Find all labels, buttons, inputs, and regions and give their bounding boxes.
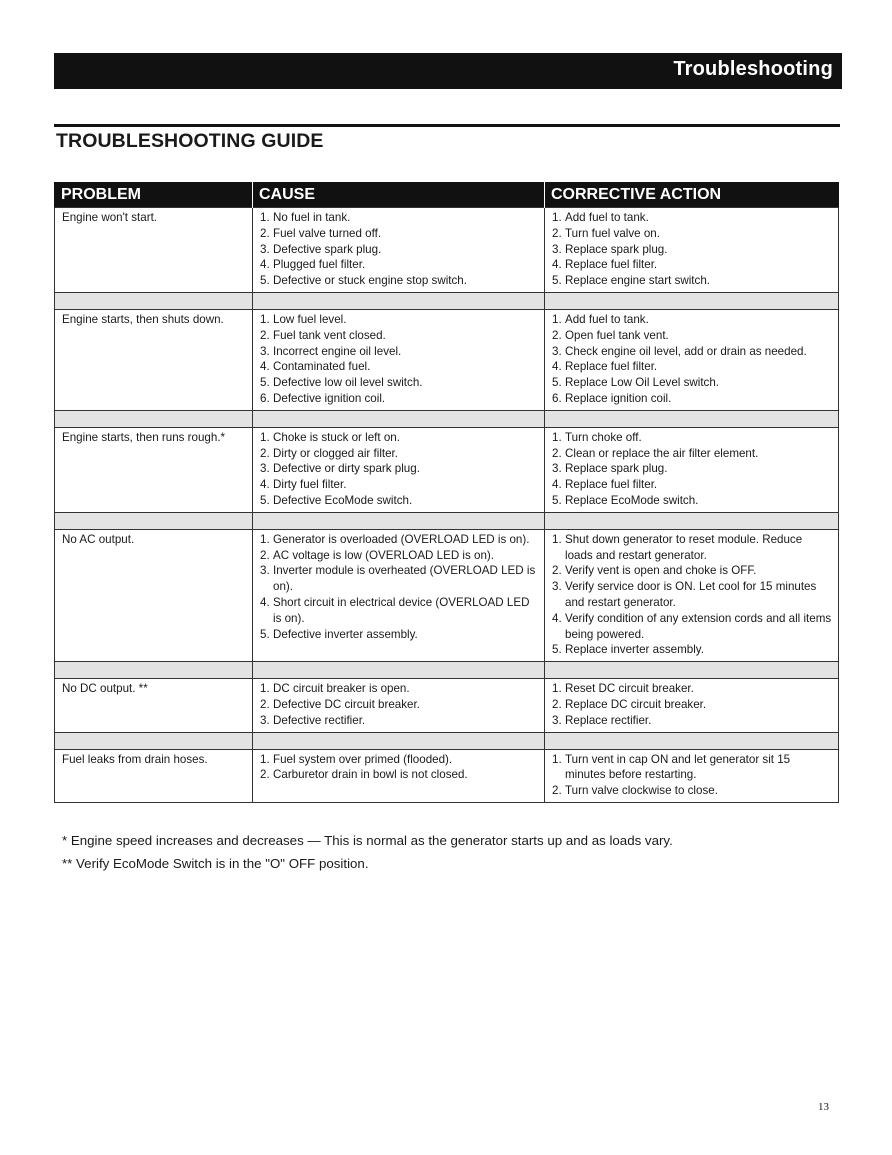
item-text: Replace spark plug. — [565, 242, 668, 256]
list-item — [260, 477, 538, 493]
item-number: 5. — [552, 493, 562, 507]
list-item — [552, 461, 832, 477]
cause-list — [260, 532, 538, 643]
footnote-engine-speed: * Engine speed increases and decreases — This is normal as the generator starts up and as loads vary. — [62, 833, 673, 848]
item-text: Add fuel to tank. — [565, 211, 649, 224]
problem-cell: Engine won't start. — [55, 208, 253, 293]
header-cause: CAUSE — [253, 182, 545, 208]
list-item — [260, 226, 538, 242]
item-text: Verify condition of any extension cords and all items being powered. — [565, 611, 832, 641]
list-item — [552, 713, 832, 729]
item-number: 1. — [260, 682, 270, 696]
list-item — [260, 713, 538, 729]
item-text: Replace inverter assembly. — [565, 643, 704, 657]
spacer-cell — [55, 662, 253, 679]
item-text: Reset DC circuit breaker. — [565, 682, 694, 696]
item-number: 2. — [552, 226, 562, 240]
item-number: 5. — [260, 274, 270, 288]
list-item — [552, 328, 832, 344]
item-text: Defective low oil level switch. — [273, 376, 423, 390]
table-header-row — [55, 182, 839, 208]
spacer-cell — [55, 292, 253, 309]
item-number: 4. — [260, 595, 270, 609]
cause-cell — [253, 529, 545, 661]
list-item — [260, 446, 538, 462]
item-text: Defective ignition coil. — [273, 391, 386, 405]
table-row — [55, 529, 839, 661]
table-row — [55, 208, 839, 293]
item-text: Short circuit in electrical device (OVERLOAD LED is on). — [273, 595, 530, 625]
action-cell — [545, 208, 839, 293]
problem-cell: Fuel leaks from drain hoses. — [55, 749, 253, 802]
table-body — [55, 208, 839, 803]
item-text: Defective DC circuit breaker. — [273, 697, 420, 711]
table-row — [55, 427, 839, 512]
item-number: 1. — [552, 752, 562, 766]
item-text: Replace DC circuit breaker. — [565, 697, 707, 711]
item-number: 2. — [552, 564, 562, 578]
item-number: 1. — [260, 532, 270, 546]
cause-list — [260, 430, 538, 509]
spacer-row — [55, 410, 839, 427]
item-number: 3. — [552, 242, 562, 256]
table-row — [55, 309, 839, 410]
spacer-cell — [253, 732, 545, 749]
spacer-row — [55, 292, 839, 309]
item-number: 1. — [552, 312, 562, 326]
item-number: 2. — [260, 768, 270, 782]
list-item — [260, 273, 538, 289]
item-number: 6. — [260, 391, 270, 405]
list-item — [260, 627, 538, 643]
item-text: Open fuel tank vent. — [565, 328, 669, 342]
item-text: Turn valve clockwise to close. — [565, 784, 718, 798]
item-text: Replace fuel filter. — [565, 360, 658, 374]
cause-cell — [253, 679, 545, 732]
item-text: Fuel tank vent closed. — [273, 328, 386, 342]
spacer-cell — [545, 292, 839, 309]
item-number: 2. — [260, 697, 270, 711]
list-item — [260, 595, 538, 627]
item-number: 5. — [260, 627, 270, 641]
item-text: Defective or dirty spark plug. — [273, 462, 420, 476]
action-list — [552, 312, 832, 407]
item-number: 5. — [552, 376, 562, 390]
list-item — [552, 226, 832, 242]
item-number: 4. — [552, 360, 562, 374]
list-item — [552, 273, 832, 289]
spacer-cell — [253, 410, 545, 427]
list-item — [260, 430, 538, 446]
item-text: Replace fuel filter. — [565, 258, 658, 272]
item-text: Plugged fuel filter. — [273, 258, 366, 272]
spacer-cell — [545, 732, 839, 749]
item-number: 2. — [260, 328, 270, 342]
list-item — [552, 697, 832, 713]
item-text: Defective spark plug. — [273, 242, 382, 256]
item-number: 3. — [260, 462, 270, 476]
list-item — [260, 697, 538, 713]
list-item — [552, 477, 832, 493]
list-item — [260, 375, 538, 391]
action-cell — [545, 427, 839, 512]
list-item — [552, 642, 832, 658]
item-number: 5. — [552, 643, 562, 657]
item-number: 5. — [260, 493, 270, 507]
spacer-cell — [253, 662, 545, 679]
item-number: 1. — [260, 430, 270, 444]
action-cell — [545, 679, 839, 732]
list-item — [260, 752, 538, 768]
item-number: 5. — [260, 376, 270, 390]
item-number: 3. — [260, 242, 270, 256]
cause-cell — [253, 208, 545, 293]
footnotes — [62, 829, 673, 875]
title-rule — [54, 124, 840, 127]
item-number: 1. — [552, 211, 562, 224]
list-item — [260, 257, 538, 273]
action-list — [552, 752, 832, 799]
list-item — [260, 681, 538, 697]
cause-list — [260, 210, 538, 289]
problem-cell: Engine starts, then shuts down. — [55, 309, 253, 410]
item-number: 2. — [552, 784, 562, 798]
list-item — [260, 328, 538, 344]
item-number: 1. — [260, 312, 270, 326]
item-number: 1. — [260, 211, 270, 224]
spacer-cell — [55, 410, 253, 427]
item-number: 6. — [552, 391, 562, 405]
item-number: 3. — [260, 564, 270, 578]
spacer-cell — [545, 662, 839, 679]
list-item — [552, 611, 832, 643]
list-item — [552, 493, 832, 509]
item-text: Verify service door is ON. Let cool for 15 minutes and restart generator. — [565, 580, 817, 609]
list-item — [260, 312, 538, 328]
spacer-row — [55, 512, 839, 529]
spacer-row — [55, 662, 839, 679]
item-text: DC circuit breaker is open. — [273, 682, 410, 696]
list-item — [552, 783, 832, 799]
header-corrective-action: CORRECTIVE ACTION — [545, 182, 839, 208]
item-number: 3. — [552, 713, 562, 727]
item-number: 2. — [260, 548, 270, 562]
spacer-cell — [545, 410, 839, 427]
item-text: No fuel in tank. — [273, 211, 351, 224]
item-text: Defective or stuck engine stop switch. — [273, 274, 467, 288]
cause-cell — [253, 427, 545, 512]
item-number: 1. — [552, 430, 562, 444]
table-row — [55, 679, 839, 732]
item-number: 3. — [552, 580, 562, 594]
problem-cell: No DC output. ** — [55, 679, 253, 732]
action-cell — [545, 309, 839, 410]
item-text: Replace fuel filter. — [565, 478, 658, 492]
list-item — [260, 391, 538, 407]
item-number: 3. — [552, 344, 562, 358]
list-item — [260, 548, 538, 564]
item-text: Replace rectifier. — [565, 713, 652, 727]
cause-list — [260, 681, 538, 728]
list-item — [552, 359, 832, 375]
item-text: Replace engine start switch. — [565, 274, 710, 288]
list-item — [552, 532, 832, 564]
item-text: Clean or replace the air filter element. — [565, 446, 759, 460]
item-text: Turn choke off. — [565, 430, 642, 444]
list-item — [260, 242, 538, 258]
item-number: 4. — [260, 478, 270, 492]
troubleshooting-table — [54, 182, 839, 803]
item-text: Defective EcoMode switch. — [273, 493, 413, 507]
item-text: Replace ignition coil. — [565, 391, 672, 405]
list-item — [552, 391, 832, 407]
action-cell — [545, 749, 839, 802]
spacer-cell — [253, 292, 545, 309]
spacer-cell — [253, 512, 545, 529]
item-text: Incorrect engine oil level. — [273, 344, 402, 358]
item-number: 4. — [260, 258, 270, 272]
spacer-row — [55, 732, 839, 749]
page-number: 13 — [818, 1101, 829, 1113]
spacer-cell — [55, 512, 253, 529]
cause-cell — [253, 749, 545, 802]
list-item — [552, 375, 832, 391]
item-text: Turn fuel valve on. — [565, 226, 660, 240]
item-text: Verify vent is open and choke is OFF. — [565, 564, 757, 578]
item-number: 2. — [552, 328, 562, 342]
item-text: Defective rectifier. — [273, 713, 366, 727]
item-number: 2. — [260, 446, 270, 460]
item-text: Replace Low Oil Level switch. — [565, 376, 720, 390]
list-item — [552, 344, 832, 360]
action-list — [552, 430, 832, 509]
item-text: Fuel system over primed (flooded). — [273, 752, 453, 766]
list-item — [260, 210, 538, 226]
action-cell — [545, 529, 839, 661]
list-item — [552, 312, 832, 328]
list-item — [552, 752, 832, 784]
item-text: Choke is stuck or left on. — [273, 430, 400, 444]
list-item — [552, 563, 832, 579]
item-number: 4. — [552, 258, 562, 272]
list-item — [552, 257, 832, 273]
item-text: AC voltage is low (OVERLOAD LED is on). — [273, 548, 495, 562]
item-number: 4. — [260, 360, 270, 374]
item-number: 1. — [552, 682, 562, 696]
item-text: Check engine oil level, add or drain as needed. — [565, 344, 807, 358]
list-item — [552, 681, 832, 697]
item-number: 3. — [260, 713, 270, 727]
action-list — [552, 210, 832, 289]
problem-cell: Engine starts, then runs rough.* — [55, 427, 253, 512]
item-text: Dirty or clogged air filter. — [273, 446, 399, 460]
cause-list — [260, 752, 538, 784]
list-item — [260, 767, 538, 783]
banner-title: Troubleshooting — [673, 58, 833, 80]
item-text: Defective inverter assembly. — [273, 627, 418, 641]
cause-list — [260, 312, 538, 407]
item-number: 5. — [552, 274, 562, 288]
list-item — [552, 430, 832, 446]
item-number: 2. — [552, 446, 562, 460]
list-item — [260, 359, 538, 375]
item-text: Replace EcoMode switch. — [565, 493, 699, 507]
item-number: 1. — [260, 752, 270, 766]
list-item — [260, 563, 538, 595]
list-item — [552, 210, 832, 226]
item-number: 4. — [552, 611, 562, 625]
action-list — [552, 681, 832, 728]
item-number: 1. — [552, 532, 562, 546]
table-row — [55, 749, 839, 802]
item-text: Contaminated fuel. — [273, 360, 371, 374]
footnote-ecomode: ** Verify EcoMode Switch is in the "O" OFF position. — [62, 856, 369, 871]
item-number: 3. — [260, 344, 270, 358]
item-text: Shut down generator to reset module. Reduce loads and restart generator. — [565, 532, 803, 562]
header-problem: PROBLEM — [55, 182, 253, 208]
item-text: Turn vent in cap ON and let generator sit 15 minutes before restarting. — [565, 752, 791, 782]
item-text: Replace spark plug. — [565, 462, 668, 476]
spacer-cell — [545, 512, 839, 529]
list-item — [260, 461, 538, 477]
section-banner — [54, 53, 842, 89]
item-number: 2. — [260, 226, 270, 240]
page-title: TROUBLESHOOTING GUIDE — [56, 130, 324, 152]
item-number: 3. — [552, 462, 562, 476]
list-item — [552, 446, 832, 462]
list-item — [260, 532, 538, 548]
item-text: Generator is overloaded (OVERLOAD LED is on). — [273, 532, 530, 546]
item-text: Dirty fuel filter. — [273, 478, 347, 492]
item-number: 4. — [552, 478, 562, 492]
list-item — [260, 493, 538, 509]
cause-cell — [253, 309, 545, 410]
item-text: Low fuel level. — [273, 312, 347, 326]
item-text: Inverter module is overheated (OVERLOAD LED is on). — [273, 564, 536, 594]
problem-cell: No AC output. — [55, 529, 253, 661]
item-text: Carburetor drain in bowl is not closed. — [273, 768, 468, 782]
item-text: Add fuel to tank. — [565, 312, 649, 326]
spacer-cell — [55, 732, 253, 749]
item-number: 2. — [552, 697, 562, 711]
action-list — [552, 532, 832, 658]
item-text: Fuel valve turned off. — [273, 226, 382, 240]
list-item — [552, 242, 832, 258]
list-item — [552, 579, 832, 611]
list-item — [260, 344, 538, 360]
